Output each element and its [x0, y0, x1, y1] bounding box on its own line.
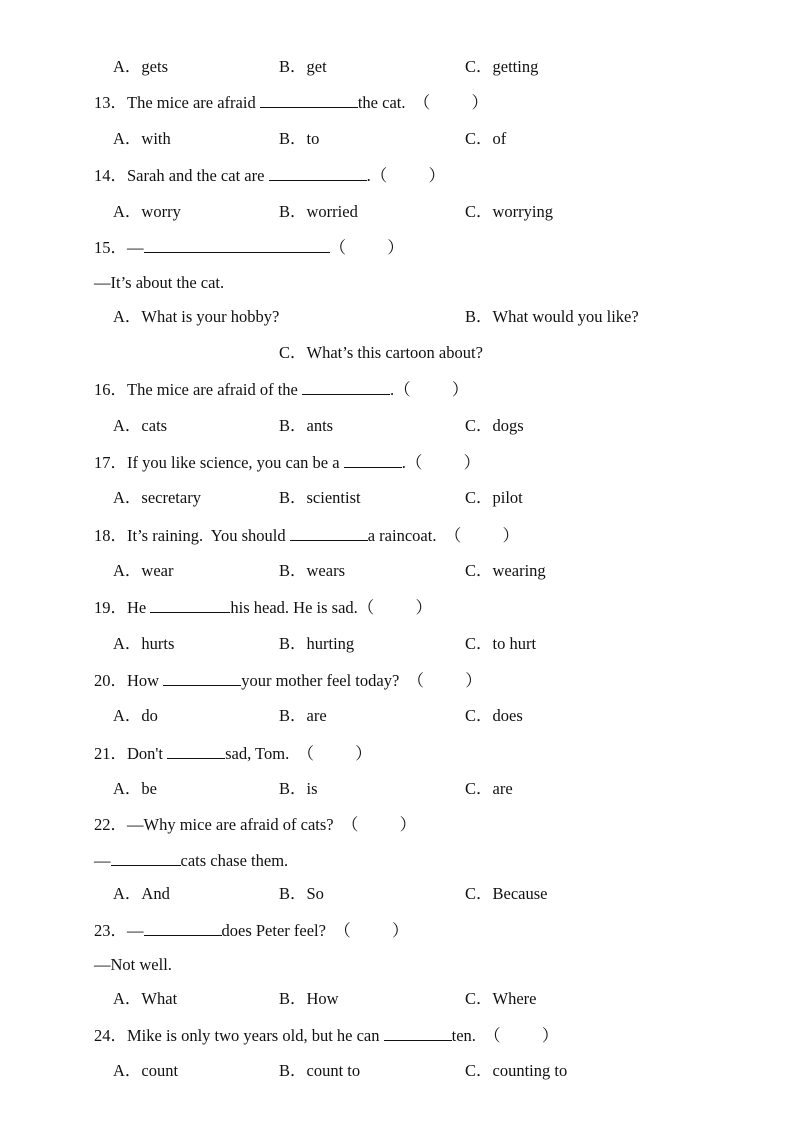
option-c: C．are: [465, 779, 513, 798]
option-b: B．to: [279, 129, 320, 148]
option-a: A．And: [113, 884, 170, 903]
question-19: [94, 597, 432, 618]
option-a: A．do: [113, 706, 158, 725]
question-15: [94, 237, 404, 258]
option-c: C．does: [465, 706, 523, 725]
response-line: —Not well.: [94, 955, 172, 974]
option-c: C．getting: [465, 57, 539, 76]
option-b: B．hurting: [279, 634, 355, 653]
question-text: 16．The mice are afraid of the: [94, 380, 302, 399]
answer-blank: [260, 92, 358, 108]
question-20: [94, 670, 482, 691]
question-16: [94, 379, 468, 400]
question-13: [94, 92, 488, 113]
question-text: sad, Tom. （ ）: [225, 744, 372, 763]
option-b: B．What would you like?: [465, 307, 639, 326]
question-18: [94, 525, 519, 546]
answer-blank: [144, 237, 330, 253]
option-b: B．worried: [279, 202, 358, 221]
option-a: A．worry: [113, 202, 181, 221]
question-text: .（ ）: [366, 166, 445, 185]
option-c: C．counting to: [465, 1061, 568, 1080]
option-b: B．So: [279, 884, 324, 903]
answer-blank: [269, 165, 367, 181]
question-24: [94, 1025, 558, 1046]
option-a: A．with: [113, 129, 171, 148]
option-b: B．wears: [279, 561, 345, 580]
question-text: 15．—: [94, 238, 144, 257]
question-text: 20．How: [94, 671, 164, 690]
option-a: A．What is your hobby?: [113, 307, 280, 326]
option-b: B．scientist: [279, 488, 361, 507]
question-17: [94, 452, 480, 473]
question-text: his head. He is sad.（ ）: [230, 598, 433, 617]
option-c: C．Where: [465, 989, 537, 1008]
option-c: C．to hurt: [465, 634, 537, 653]
answer-blank: [384, 1025, 452, 1041]
option-c: C．What’s this cartoon about?: [279, 343, 483, 362]
response-line: —It’s about the cat.: [94, 273, 225, 292]
option-c: C．of: [465, 129, 507, 148]
question-text: 17．If you like science, you can be a: [94, 453, 344, 472]
option-b: B．How: [279, 989, 339, 1008]
question-text: 24．Mike is only two years old, but he can: [94, 1026, 384, 1045]
answer-blank: [344, 452, 402, 468]
question-text: （ ）: [329, 238, 404, 257]
option-a: A．cats: [113, 416, 168, 435]
question-text: a raincoat. （ ）: [367, 526, 519, 545]
question-text: —: [94, 851, 111, 870]
option-a: A．hurts: [113, 634, 175, 653]
option-b: B．is: [279, 779, 318, 798]
option-c: C．worrying: [465, 202, 553, 221]
question-14: [94, 165, 445, 186]
question-text: .（ ）: [389, 380, 469, 399]
question-text: does Peter feel? （ ）: [221, 921, 409, 940]
question-text: the cat. （ ）: [357, 93, 488, 112]
question-text: 14．Sarah and the cat are: [94, 166, 269, 185]
option-a: A．be: [113, 779, 157, 798]
option-a: A．count: [113, 1061, 179, 1080]
question-text: ten. （ ）: [451, 1026, 559, 1045]
option-b: B．are: [279, 706, 327, 725]
answer-blank: [167, 743, 225, 759]
answer-blank: [302, 379, 390, 395]
option-c: C．dogs: [465, 416, 524, 435]
response-line: [94, 850, 288, 871]
answer-blank: [290, 525, 368, 541]
option-a: A．gets: [113, 57, 168, 76]
answer-blank: [163, 670, 241, 686]
question-text: .（ ）: [401, 453, 481, 472]
option-a: A．What: [113, 989, 178, 1008]
question-23: [94, 920, 408, 941]
option-b: B．get: [279, 57, 327, 76]
question-text: cats chase them.: [180, 851, 289, 870]
question-text: 21．Don't: [94, 744, 168, 763]
option-a: A．wear: [113, 561, 174, 580]
option-c: C．Because: [465, 884, 548, 903]
question-text: your mother feel today? （ ）: [241, 671, 482, 690]
question-text: 13．The mice are afraid: [94, 93, 260, 112]
option-b: B．count to: [279, 1061, 361, 1080]
question-text: 18．It’s raining. You should: [94, 526, 290, 545]
answer-blank: [111, 850, 181, 866]
answer-blank: [144, 920, 222, 936]
option-a: A．secretary: [113, 488, 201, 507]
answer-blank: [150, 597, 230, 613]
option-c: C．pilot: [465, 488, 523, 507]
option-c: C．wearing: [465, 561, 546, 580]
option-b: B．ants: [279, 416, 334, 435]
question-text: 19．He: [94, 598, 151, 617]
question-22: 22．—Why mice are afraid of cats? （ ）: [94, 815, 417, 834]
question-21: [94, 743, 372, 764]
question-text: 23．—: [94, 921, 144, 940]
